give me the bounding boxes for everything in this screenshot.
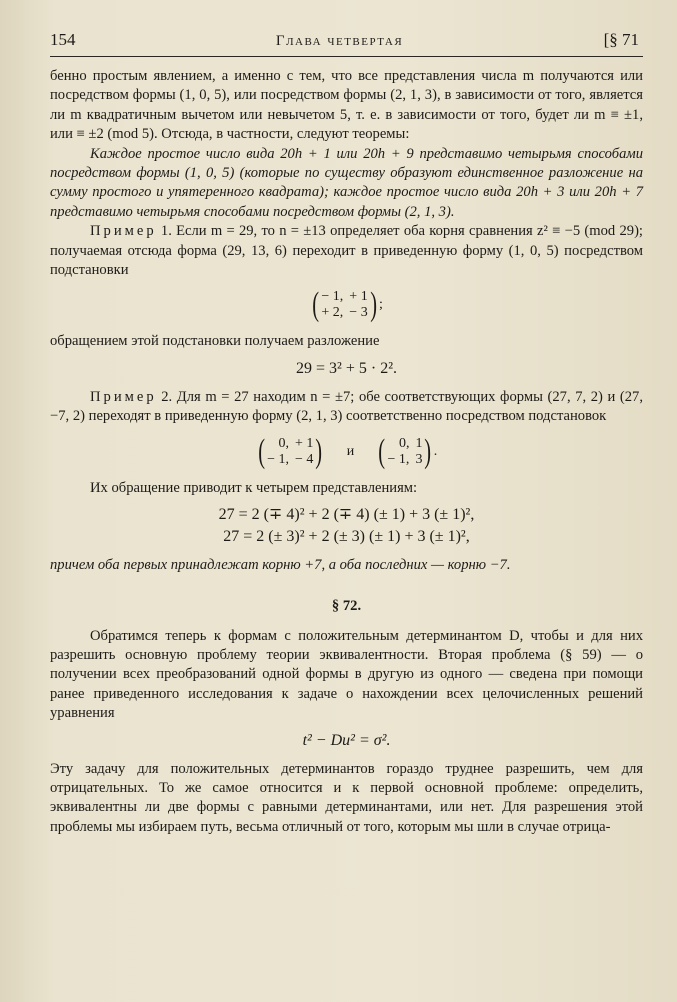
formula-29: 29 = 3² + 5 · 2². [296, 359, 397, 377]
substitution-1 [50, 288, 643, 322]
matrix-1: ( − 1, + 1 + 2, − 3 ) ; [312, 286, 383, 324]
matrix-3-a: 0, [398, 435, 410, 451]
running-head [50, 30, 643, 50]
example-2 [50, 388, 643, 427]
paragraph-roots: причем оба первых принадлежат корню +7, а оба последних — корню −7. [50, 557, 511, 574]
example-2-label: Пример [90, 388, 157, 405]
example-1-text: 1. Если m = 29, то n = ±13 определяет оба корня сравнения z² ≡ −5 (mod 29); получаемая отсюда форма (29, 13, 6) переходит в приведенную форму (1, 0, 5) посредством подстановки [50, 223, 643, 279]
example-2-text: 2. Для m = 27 находим n = ±7; обе соответствующих формы (27, 7, 2) и (27, −7, 2) переходят в приведенную форму (2, 1, 3) соответственно посредством подстановок [50, 388, 643, 425]
section-heading: § 72. [331, 597, 362, 614]
matrix-2-b: + 1 [294, 435, 314, 451]
matrix-3-b: 1 [415, 435, 423, 451]
formula-27-b: 27 = 2 (± 3)² + 2 (± 3) (± 1) + 3 (± 1)², [223, 528, 470, 546]
paragraph-representations: Их обращение приводит к четырем представлениям: [90, 479, 418, 496]
theorem-text: Каждое простое число вида 20h + 1 или 20h + 9 представимо четырьмя способами посредством формы (1, 0, 5) (которые по существу образуют единственное разложение на сумму простого и упятеренного квадрата); каждое простое число вида 20h + 3 или 20h + 7 представимо четырьмя способами посредством формы (2, 1, 3). [50, 145, 643, 220]
matrix-2-c: − 1, [267, 451, 289, 467]
matrix-3-d: 3 [415, 451, 423, 467]
page-number: 154 [50, 30, 76, 49]
formula-pell: t² − Du² = σ². [302, 731, 391, 749]
matrix-1-c: + 2, [321, 305, 344, 321]
paragraph-section-72: Обратимся теперь к формам с положительным детерминантом D, чтобы и для них разрешить основную проблему теории эквивалентности. Вторая проблема (§ 59) — о получении всех преобразований одной формы в другую из одного — сведена при помощи ранее приведенного исследования к задаче о нахождении всех целочисленных решений уравнения [50, 627, 643, 722]
example-1-label: Пример [90, 223, 157, 240]
matrix-3-suffix: . [433, 443, 438, 459]
matrix-1-suffix: ; [379, 297, 383, 313]
paragraph-inverse: обращением этой подстановки получаем разложение [50, 333, 380, 350]
matrix-1-a: − 1, [321, 289, 344, 305]
matrix-2-a: 0, [278, 435, 289, 451]
matrix-3: ( 0, 1 − 1, 3 ) . [378, 432, 438, 470]
matrix-1-b: + 1 [349, 289, 368, 305]
substitutions-2 [50, 432, 643, 470]
section-reference: [§ 71 [603, 30, 639, 49]
matrix-1-d: − 3 [349, 305, 368, 321]
matrix-2: ( 0, + 1 − 1, − 4 ) [258, 432, 323, 470]
matrix-2-d: − 4 [294, 451, 314, 467]
paragraph-intro: бенно простым явлением, а именно с тем, что все представления числа m получаются или посредством формы (1, 0, 5), или посредством формы (2, 1, 3), в зависимости от того, является ли m квадратичным вычетом или невычетом 5, т. е. в зависимости от того, будет ли m ≡ ±1, или ≡ ±2 (mod 5). Отсюда, в частности, следуют теоремы: [50, 68, 643, 143]
chapter-title: Глава четвертая [275, 33, 404, 49]
conjunction-and: и [346, 443, 355, 459]
example-1 [50, 222, 643, 280]
matrix-3-c: − 1, [387, 451, 410, 467]
header-rule [50, 56, 643, 57]
paragraph-final: Эту задачу для положительных детерминантов гораздо труднее разрешить, чем для отрицательных. То же самое относится и к первой основной проблеме: определить, эквивалентны ли две формы с равными детерминантами, или нет. Для разрешения этой проблемы мы избираем путь, весьма отличный от того, которым мы шли в случае отрица- [50, 760, 643, 835]
formula-27-a: 27 = 2 (∓ 4)² + 2 (∓ 4) (± 1) + 3 (± 1)², [218, 506, 475, 524]
